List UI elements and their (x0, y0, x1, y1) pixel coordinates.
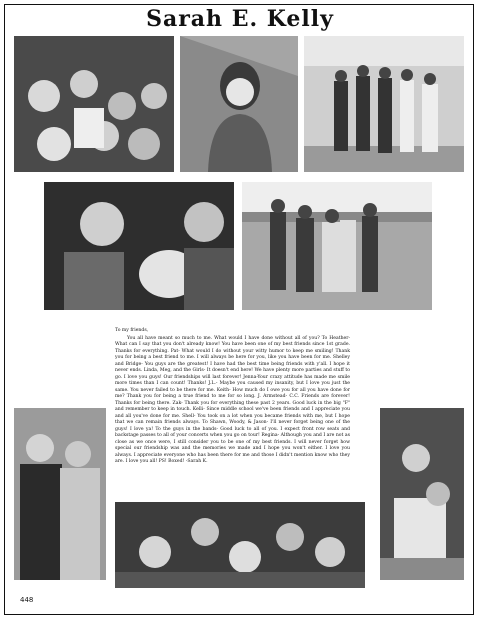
photo-portrait-smiling (180, 36, 298, 172)
photo-group-of-girls (14, 36, 174, 172)
photo-group-outdoors (242, 182, 432, 310)
photo-group-indoors (115, 502, 365, 588)
photo-group-standing (304, 36, 464, 172)
letter-body: You all have meant so much to me. What would I have done without all of you? To Heather- What can I say that you don't already know! You have been one of my best friends since 1st grade. Thanks for everything. Pat- What would I do without your witty humor to keep me smiling! Thank you for being a best friend to me. I will always be here for you, like you have been for me. Shelley and Bridge- You guys are the greatest! I have had the best time being friends with y'all. I hope it never ends. Linda, Meg, and the Girls- It doesn't end here! We have plenty more parties and stuff to go. I love you guys! Our friendships will last forever! Jenna-Your crazy attitude has made me smile more times than I can count! Thanks! J.L.- Maybe you caused my insanity, but I love you just the same. You never failed to be there for me. Keith- How much do I owe you for all you have done for me? Thank you for being a true friend to me for so long. J. Armstead- C.C. Friends are forever! Thanks for being there. Zak- Thank you for everything these past 2 years. Good luck in the big "F" and remember to keep in touch. Kelli- Since middle school we've been friends and I appreciate you and all you've done for me. Shell- You took on a lot when you became friends with me, but I hope that we can remain friends always. To Shawn, Woody, & Jason- I'll never forget being one of the guys! I love ya! To the guys in the bands- Good luck to all of you. I expect front row seats and backstage passes to all of your concerts when you go on tour! Regina- Although you and I are not as close as we once were, I still consider you to be one of my best friends. I will never forget how special our friendship was and the memories we made and I hope you won't either. I love you always. I appreciate everyone who has been there for me and those I didn't mention know who they are. I love you all! PS! Boxed! -Sarah K. (115, 335, 350, 464)
photo-three-friends (44, 182, 234, 310)
photo-two-girls (14, 408, 106, 580)
farewell-letter (115, 328, 350, 466)
page-title: Sarah E. Kelly (146, 6, 334, 32)
letter-greeting: To my friends, (115, 328, 149, 333)
photo-girls-at-table (380, 408, 464, 580)
page-number: 448 (20, 596, 34, 604)
